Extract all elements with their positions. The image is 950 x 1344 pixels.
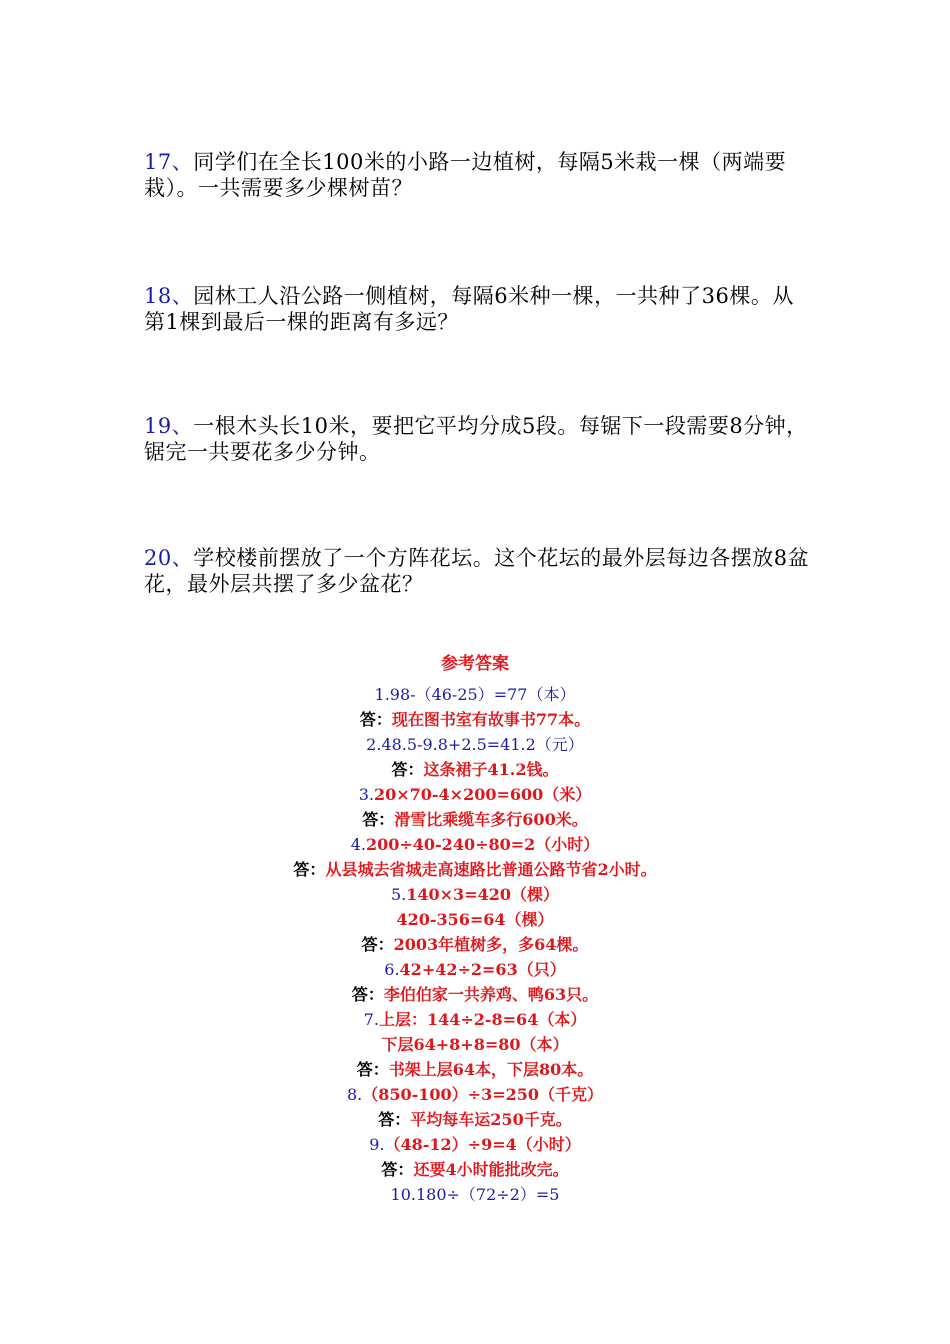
answer-line	[0, 932, 950, 957]
answer-line	[0, 1157, 950, 1182]
answer-label: 答：	[391, 760, 424, 779]
answer-line	[0, 1057, 950, 1082]
answer-line	[0, 1107, 950, 1132]
question-text: 学校楼前摆放了一个方阵花坛。这个花坛的最外层每边各摆放8盆花，最外层共摆了多少盆花？	[144, 546, 810, 596]
answer-text: 2003年植树多，多64棵。	[393, 935, 589, 954]
question-18	[144, 283, 814, 335]
answer-text: 平均每车运250千克。	[410, 1110, 572, 1129]
answer-text: 420-356=64（棵）	[396, 910, 554, 929]
answer-key-title: 参考答案	[441, 654, 509, 674]
answer-text: 200÷40-240÷80=2（小时）	[365, 835, 600, 854]
answer-number: 9.	[369, 1135, 385, 1154]
question-number: 20	[144, 546, 172, 570]
answer-text: 从县城去省城走高速路比普通公路节省2小时。	[325, 860, 657, 879]
answer-label: 答：	[361, 935, 394, 954]
answer-line	[0, 1082, 950, 1107]
answer-line	[0, 1182, 950, 1207]
answer-text: 140×3=420（棵）	[406, 885, 559, 904]
answer-line	[0, 1132, 950, 1157]
answer-line	[0, 1032, 950, 1057]
answer-label: 答：	[381, 1160, 414, 1179]
answer-line	[0, 707, 950, 732]
question-17	[144, 149, 814, 201]
answer-number: 8.	[346, 1085, 363, 1104]
answer-label: 答：	[351, 985, 384, 1004]
question-separator: 、	[171, 546, 194, 570]
answer-label: 答：	[359, 710, 392, 729]
answer-line	[0, 807, 950, 832]
answer-line	[0, 907, 950, 932]
answer-number: 5.	[390, 885, 407, 904]
question-number: 18	[144, 284, 172, 308]
answer-line	[0, 832, 950, 857]
question-separator: 、	[171, 150, 194, 174]
answer-text: 20×70-4×200=600（米）	[373, 785, 592, 804]
answer-number: 3.	[358, 785, 374, 804]
answer-number: 7.	[363, 1010, 379, 1029]
question-number: 17	[144, 150, 172, 174]
answer-text: 滑雪比乘缆车多行600米。	[394, 810, 588, 829]
answer-line	[0, 782, 950, 807]
answer-lines	[0, 682, 950, 1207]
answer-line	[0, 732, 950, 757]
answer-line	[0, 957, 950, 982]
answer-number: 6.	[384, 960, 400, 979]
answer-label: 答：	[378, 1110, 411, 1129]
answer-text: 这条裙子41.2钱。	[423, 760, 559, 779]
answer-number: 4.	[350, 835, 366, 854]
answer-key	[0, 650, 950, 1207]
answer-text: 42+42÷2=63（只）	[399, 960, 566, 979]
question-text: 园林工人沿公路一侧植树，每隔6米种一棵，一共种了36棵。从第1棵到最后一棵的距离有多远？	[144, 284, 794, 334]
answer-text: 李伯伯家一共养鸡、鸭63只。	[383, 985, 599, 1004]
answer-number: 1.98-（46-25）=77（本）	[374, 685, 576, 704]
answer-text: （48-12）÷9=4（小时）	[384, 1135, 581, 1154]
question-20	[144, 545, 814, 597]
answer-text: 现在图书室有故事书77本。	[391, 710, 591, 729]
answer-text: 书架上层64本，下层80本。	[388, 1060, 594, 1079]
answer-label: 答：	[293, 860, 326, 879]
answer-line	[0, 682, 950, 707]
answer-text: 下层64+8+8=80（本）	[381, 1035, 569, 1054]
answer-label: 答：	[356, 1060, 389, 1079]
answer-number: 10.180÷（72÷2）=5	[390, 1185, 560, 1204]
answer-text: 上层：144÷2-8=64（本）	[378, 1010, 587, 1029]
answer-line	[0, 982, 950, 1007]
question-text: 一根木头长10米，要把它平均分成5段。每锯下一段需要8分钟，锯完一共要花多少分钟。	[144, 414, 808, 464]
answer-text: 还要4小时能批改完。	[413, 1160, 569, 1179]
answer-line	[0, 1007, 950, 1032]
answer-line	[0, 857, 950, 882]
question-separator: 、	[171, 414, 194, 438]
question-text: 同学们在全长100米的小路一边植树，每隔5米栽一棵（两端要栽）。一共需要多少棵树苗？	[144, 150, 787, 200]
question-19	[144, 413, 814, 465]
answer-line	[0, 882, 950, 907]
answer-text: （850-100）÷3=250（千克）	[362, 1085, 604, 1104]
question-number: 19	[144, 414, 172, 438]
answer-label: 答：	[362, 810, 395, 829]
question-separator: 、	[171, 284, 194, 308]
answer-line	[0, 757, 950, 782]
answer-number: 2.48.5-9.8+2.5=41.2（元）	[366, 735, 584, 754]
